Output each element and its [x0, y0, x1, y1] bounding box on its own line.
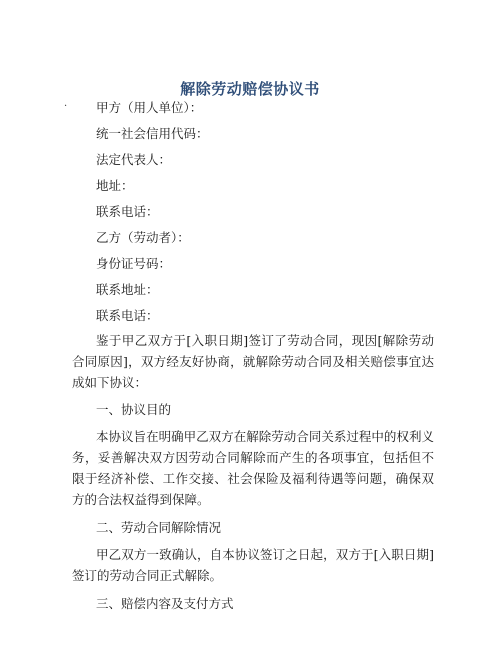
- section-3-heading: 三、赔偿内容及支付方式: [96, 596, 234, 611]
- id-number-label: 身份证号码：: [96, 256, 172, 271]
- phone-label-b: 联系电话：: [96, 308, 159, 323]
- contact-address-label: 联系地址：: [96, 282, 159, 297]
- party-b-label: 乙方（劳动者）：: [96, 230, 190, 245]
- credit-code-label: 统一社会信用代码：: [96, 126, 209, 141]
- section-2-body: 甲乙双方一致确认，自本协议签订之日起，双方于[入职日期]签订的劳动合同正式解除。: [72, 547, 434, 583]
- address-label: 地址：: [96, 178, 134, 193]
- intro-paragraph: 鉴于甲乙双方于[入职日期]签订了劳动合同，现因[解除劳动合同原因]，双方经友好协商，就解除劳动合同及相关赔偿事宜达成如下协议：: [72, 333, 434, 390]
- document-title: 解除劳动赔偿协议书: [180, 80, 320, 98]
- section-1-heading: 一、协议目的: [96, 402, 172, 417]
- legal-rep-label: 法定代表人：: [96, 152, 172, 167]
- bullet-marker: ·: [64, 101, 68, 112]
- section-2-heading: 二、劳动合同解除情况: [96, 520, 222, 535]
- section-1-body: 本协议旨在明确甲乙双方在解除劳动合同关系过程中的权利义务，妥善解决双方因劳动合同解除而产生的各项事宜，包括但不限于经济补偿、工作交接、社会保险及福利待遇等问题，确保双方的合法权益得到保障。: [72, 429, 434, 507]
- party-a-label: 甲方（用人单位）：: [96, 100, 203, 115]
- phone-label-a: 联系电话：: [96, 204, 159, 219]
